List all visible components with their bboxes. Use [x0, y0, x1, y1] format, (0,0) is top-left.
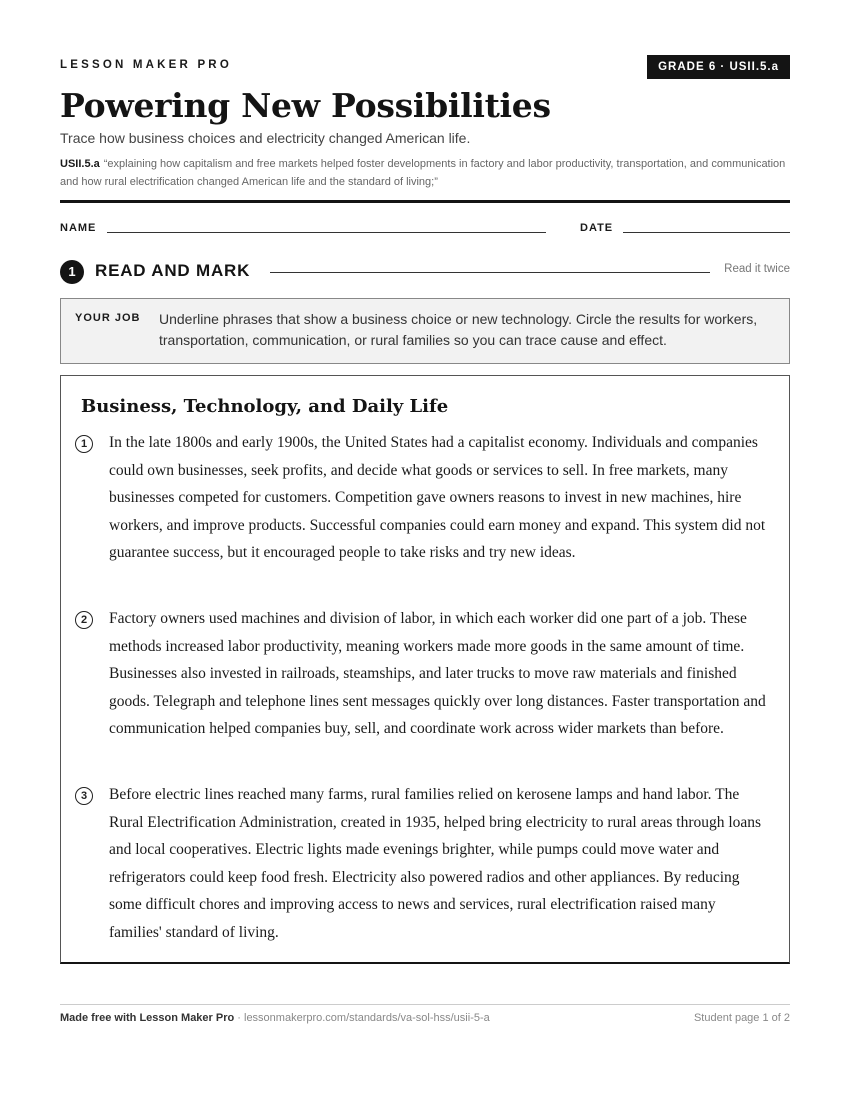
section-note: Read it twice [724, 263, 790, 275]
standard-statement [60, 155, 790, 191]
footer-url[interactable]: · lessonmakerpro.com/standards/va-sol-hss/usii-5-a [234, 1012, 490, 1024]
section-number-badge: 1 [60, 260, 84, 284]
brand-name: LESSON MAKER PRO [60, 59, 232, 71]
date-label: DATE [580, 222, 614, 234]
top-bar [60, 55, 790, 79]
footer-divider [60, 1004, 790, 1005]
paragraph-number: 3 [75, 787, 93, 805]
paragraph-number: 2 [75, 611, 93, 629]
footer-page-number: Student page 1 of 2 [693, 1012, 790, 1024]
paragraph-number: 1 [75, 435, 93, 453]
header-divider [60, 200, 790, 203]
footer-made-with: Made free with Lesson Maker Pro [60, 1012, 235, 1024]
page-subtitle: Trace how business choices and electricity changed American life. [60, 130, 471, 146]
paragraph-text[interactable]: In the late 1800s and early 1900s, the United States had a capitalist economy. Individuals and companies could own businesses, seek profits, and decide what goods or services to sell. In free markets, many businesses competed for customers. Competition gave owners reasons to invest in new machines, hire workers, and improve products. Successful companies could earn money and expand. This system did not guarantee success, but it encouraged people to take risks and try new ideas. [109, 434, 766, 562]
footer-credit [60, 1012, 490, 1024]
date-field[interactable] [623, 232, 790, 233]
paragraph-text[interactable]: Factory owners used machines and division of labor, in which each worker did one part of a job. These methods increased labor productivity, meaning workers made more goods in the same amount of time. Businesses also invested in railroads, steamships, and later trucks to move raw materials and finished goods. Telegraph and telephone lines sent messages quickly over long distances. Faster transportation and communication helped companies buy, sell, and coordinate work across wider markets than before. [109, 610, 766, 738]
section-header [60, 259, 790, 283]
name-field[interactable] [107, 232, 546, 233]
paragraph-text[interactable]: Before electric lines reached many farms, rural families relied on kerosene lamps and hand labor. The Rural Electrification Administration, created in 1935, helped bring electricity to rural areas through loans and local cooperatives. Electric lights made evenings brighter, while pumps could move water and refrigerators could keep food fresh. Electricity also powered radios and other appliances. By reducing some difficult chores and improving access to news and services, rural electrification raised many families' standard of living. [109, 786, 762, 941]
reading-title: Business, Technology, and Daily Life [81, 396, 449, 417]
page-title: Powering New Possibilities [60, 86, 551, 125]
section-rule [270, 272, 710, 273]
standard-text: “explaining how capitalism and free markets helped foster developments in factory and labor productivity, transportation, and communication and how rural electrification changed American life and the standard of living;” [60, 158, 786, 188]
your-job-box [60, 298, 790, 364]
your-job-instructions: Underline phrases that show a business choice or new technology. Circle the results for workers, transportation, communication, or rural families so you can trace cause and effect. [159, 311, 758, 348]
your-job-label: YOUR JOB [75, 312, 141, 324]
section-title: READ AND MARK [95, 261, 251, 280]
reading-passage [60, 375, 790, 964]
grade-badge: GRADE 6 · USII.5.a [647, 55, 790, 79]
name-label: NAME [60, 222, 97, 234]
standard-code: USII.5.a [60, 158, 100, 170]
